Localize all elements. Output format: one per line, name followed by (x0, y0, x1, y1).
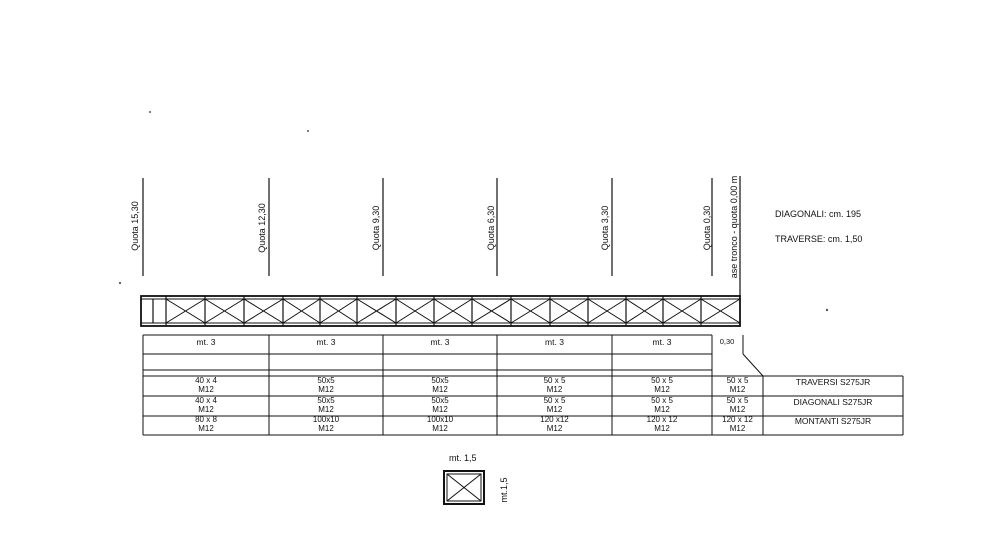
segment-length-2: mt. 3 (316, 337, 336, 347)
segment-length-5: mt. 3 (652, 337, 672, 347)
detail-height-label: mt.1,5 (499, 477, 509, 503)
segment-length-base: 0,30 (719, 337, 735, 346)
table-cell: 120 x 12 M12 (722, 415, 753, 433)
note-diagonali: DIAGONALI: cm. 195 (775, 209, 862, 219)
scan-speck (307, 130, 309, 132)
scan-speck (826, 309, 828, 311)
table-cell: 50 x 5 M12 (651, 396, 673, 414)
segment-length-3: mt. 3 (430, 337, 450, 347)
segment-length-4: mt. 3 (545, 337, 564, 347)
row-label-traversi: TRAVERSI S275JR (795, 377, 871, 387)
row-label-montanti: MONTANTI S275JR (794, 416, 872, 426)
scan-speck (149, 111, 151, 113)
detail-width-label: mt. 1,5 (449, 453, 477, 463)
scan-speck (119, 282, 121, 284)
table-cell: 50 x 5 M12 (726, 376, 749, 394)
table-cell: 50 x 5 M12 (651, 376, 673, 394)
table-cell: 50x5 M12 (317, 376, 335, 394)
base-trunk-label: ase tronco - quota 0,00 m (729, 175, 739, 279)
table-cell: 40 x 4 M12 (195, 396, 217, 414)
table-cell: 50x5 M12 (431, 396, 449, 414)
quota-label-1530: Quota 15,30 (130, 201, 140, 251)
quota-label-330: Quota 3,30 (600, 205, 610, 251)
table-cell: 50 x 5 M12 (543, 396, 566, 414)
quota-label-930: Quota 9,30 (371, 205, 381, 251)
quota-label-030: Quota 0,30 (702, 205, 712, 251)
table-cell: 100x10 M12 (312, 415, 340, 433)
table-cell: 50x5 M12 (317, 396, 335, 414)
table-cell: 50 x 5 M12 (543, 376, 566, 394)
table-cell: 80 x 8 M12 (195, 415, 217, 433)
note-traverse: TRAVERSE: cm. 1,50 (775, 234, 863, 244)
tower-outline (141, 296, 740, 326)
table-cell: 50 x 5 M12 (726, 396, 749, 414)
quota-label-1230: Quota 12,30 (257, 203, 267, 253)
table-cell: 120 x 12 M12 (646, 415, 678, 433)
table-cell: 50x5 M12 (431, 376, 449, 394)
row-label-diagonali: DIAGONALI S275JR (793, 397, 873, 407)
table-cell: 120 x12 M12 (540, 415, 569, 433)
quota-label-630: Quota 6,30 (486, 205, 496, 251)
table-cell: 40 x 4 M12 (195, 376, 217, 394)
table-cell: 100x10 M12 (426, 415, 454, 433)
table-slant-line (743, 354, 763, 376)
segment-length-1: mt. 3 (196, 337, 216, 347)
